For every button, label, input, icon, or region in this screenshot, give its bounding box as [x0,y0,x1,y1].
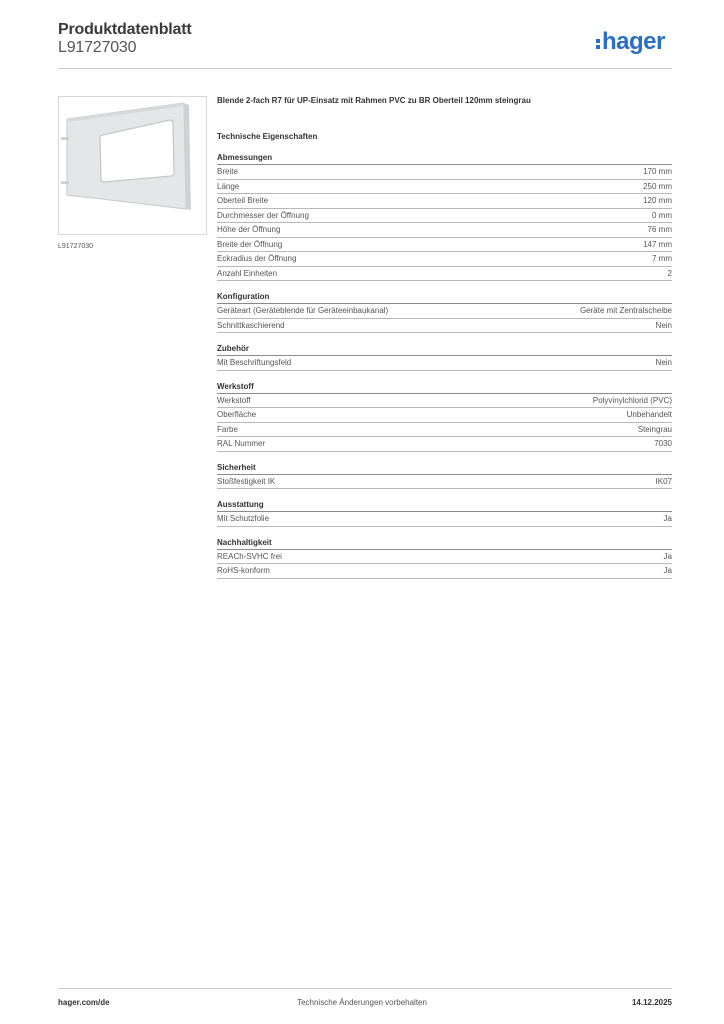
property-value: Ja [663,551,672,561]
property-label: RAL Nummer [217,439,266,448]
property-row [217,437,672,452]
property-label: Farbe [217,424,238,434]
page-title: Produktdatenblatt [58,21,192,38]
property-value: Polyvinylchlorid (PVC) [592,395,672,405]
property-value: Steingrau [637,424,672,434]
hager-logo [596,27,665,57]
property-sections [217,152,672,579]
property-label: Geräteart (Geräteblende für Geräteeinbaukanal) [217,306,389,315]
section-konfiguration [217,291,672,333]
section-sicherheit [217,462,672,490]
footer-divider [58,988,672,989]
property-label: Höhe der Öffnung [217,225,281,234]
property-value: 120 mm [643,196,672,205]
cover-plate-product-image-icon [59,97,206,234]
property-row [217,238,672,253]
property-value: Unbehandelt [626,410,672,419]
section-zubeh-r [217,343,672,371]
footer-website: hager.com/de [58,998,110,1007]
property-value: Geräte mit Zentralscheibe [579,306,672,315]
section-ausstattung [217,499,672,527]
property-label: Anzahl Einheiten [217,268,278,278]
tech-properties-heading: Technische Eigenschaften [217,132,318,141]
property-label: Schnittkaschierend [217,320,285,330]
section-werkstoff [217,381,672,452]
property-label: REACh-SVHC frei [217,551,282,561]
property-label: Stoßfestigkeit IK [217,476,276,486]
property-row [217,165,672,180]
property-label: Eckradius der Öffnung [217,254,297,263]
property-label: Werkstoff [217,395,251,405]
product-details [217,95,672,579]
property-value: Nein [655,320,672,330]
property-row [217,180,672,195]
property-row [217,408,672,423]
property-value: 147 mm [643,239,672,249]
property-label: Durchmesser der Öffnung [217,210,309,220]
property-row [217,319,672,334]
section-title: Abmessungen [217,152,672,165]
property-row [217,194,672,209]
property-row [217,423,672,438]
property-row [217,564,672,579]
property-row [217,267,672,282]
section-title: Konfiguration [217,291,672,304]
logo-dots-icon [596,39,600,49]
property-value: Nein [655,358,672,367]
property-value: 250 mm [643,181,672,191]
property-label: Oberteil Breite [217,196,269,205]
property-value: 0 mm [652,210,672,220]
product-image [58,96,207,235]
property-row [217,223,672,238]
property-label: Mit Beschriftungsfeld [217,358,292,367]
property-row [217,252,672,267]
property-row [217,356,672,371]
logo-wordmark: hager [602,28,665,55]
section-abmessungen [217,152,672,281]
property-label: Breite der Öffnung [217,239,283,249]
product-description: Blende 2-fach R7 für UP-Einsatz mit Rahmen PVC zu BR Oberteil 120mm steingrau [217,96,531,105]
property-label: Länge [217,181,240,191]
header-divider [58,68,672,69]
property-value: IK07 [655,476,672,486]
property-value: 7030 [654,439,672,448]
footer-date: 14.12.2025 [631,998,672,1007]
property-value: Ja [663,514,672,523]
property-row [217,304,672,319]
property-label: Oberfläche [217,410,257,419]
section-title: Ausstattung [217,499,672,512]
section-nachhaltigkeit [217,537,672,579]
property-row [217,394,672,409]
property-row [217,512,672,527]
section-title: Sicherheit [217,462,672,475]
property-label: Breite [217,167,238,176]
property-value: 170 mm [643,167,672,176]
property-label: RoHS-konform [217,566,270,575]
section-title: Werkstoff [217,381,672,394]
property-value: 76 mm [647,225,672,234]
property-row [217,475,672,490]
property-row [217,209,672,224]
property-value: 2 [667,268,672,278]
footer-notice: Technische Änderungen vorbehalten [297,998,427,1007]
property-value: Ja [663,566,672,575]
property-label: Mit Schutzfolie [217,514,270,523]
image-caption: L91727030 [58,243,94,250]
property-row [217,550,672,565]
article-number: L91727030 [58,39,137,56]
property-value: 7 mm [652,254,672,263]
section-title: Zubehör [217,343,672,356]
section-title: Nachhaltigkeit [217,537,672,550]
